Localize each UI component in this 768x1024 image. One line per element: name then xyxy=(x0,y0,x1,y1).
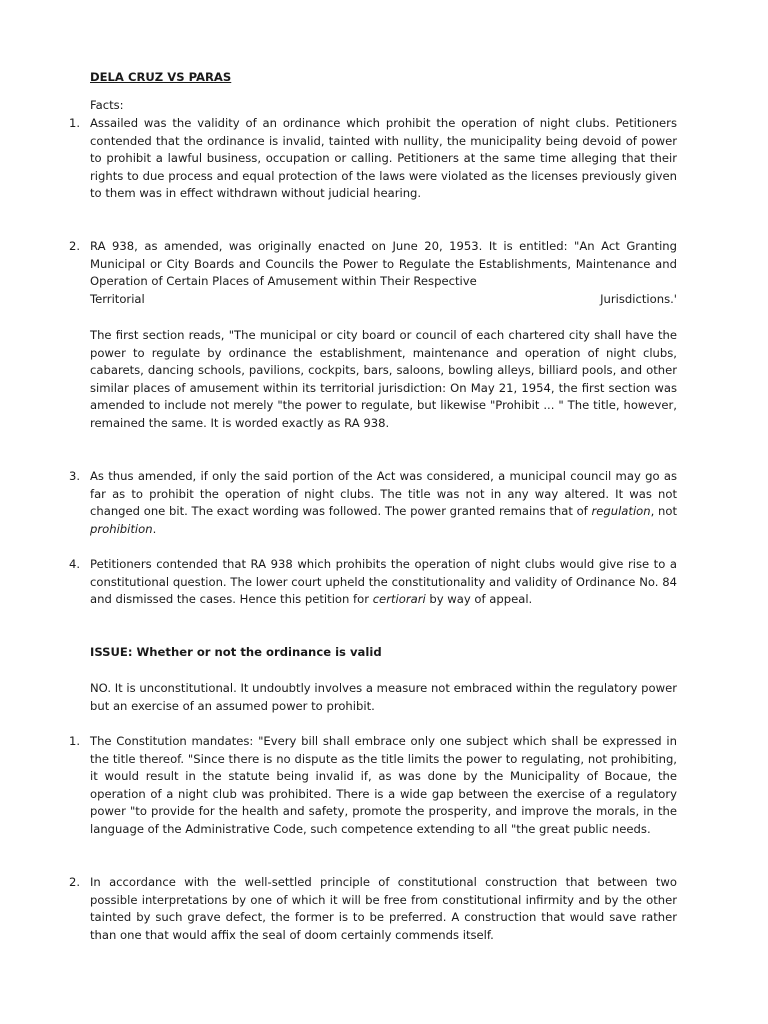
fact-text: Petitioners contended that RA 938 which prohibits the operation of night clubs would give rise to a constitutional question. The lower court upheld the constitutionality and validity of Ordinance No. 84 and dismissed the cases. Hence this petition for xyxy=(90,557,677,607)
fact-number: 3. xyxy=(69,469,81,483)
fact-text: , not xyxy=(650,504,677,519)
fact-text-last-line xyxy=(90,291,677,309)
italic-term: regulation xyxy=(591,504,651,519)
fact-text: Assailed was the validity of an ordinance which prohibit the operation of night clubs. Petitioners contended that the ordinance is invalid, tainted with nullity, the municipality being devoid of power to prohibit a lawful business, occupation or calling. Petitioners at the same time alleging that their rights to due process and equal protection of the laws were violated as the licenses previously given to them was in effect withdrawn without judicial hearing. xyxy=(90,116,677,201)
fact-item-3 xyxy=(69,468,677,538)
ruling-text: The Constitution mandates: "Every bill shall embrace only one subject which shall be expressed in the title thereof. "Since there is no dispute as the title limits the power to regulating, not prohibiting, it would result in the statute being invalid if, as was done by the Municipality of Bocaue, the operation of a night club was prohibited. There is a wide gap between the exercise of a regulatory power "to provide for the health and safety, promote the prosperity, and improve the morals, in the language of the Administrative Code, such competence extending to all "the great public needs. xyxy=(90,734,677,836)
fact-text: . xyxy=(152,521,157,536)
ruling-number: 1. xyxy=(69,734,81,748)
fact-item-4 xyxy=(69,556,677,609)
italic-term: certiorari xyxy=(372,592,426,607)
document-title: DELA CRUZ VS PARAS xyxy=(90,70,232,84)
fact-item-2 xyxy=(69,238,677,308)
ruling-text: In accordance with the well-settled principle of constitutional construction that between two possible interpretations by one of which it will be free from constitutional infirmity and by the other tainted by such grave defect, the former is to be preferred. A construction that would save rather than one that would affix the seal of doom certainly commends itself. xyxy=(90,875,677,942)
fact-number: 2. xyxy=(69,239,81,253)
fact-number: 4. xyxy=(69,557,81,571)
fact-subparagraph: The first section reads, "The municipal or city board or council of each chartered city shall have the power to regulate by ordinance the establishment, maintenance and operation of night clubs, cabarets, dancing schools, pavilions, cockpits, bars, saloons, bowling alleys, billiard pools, and other similar places of amusement within its territorial jurisdiction: On May 21, 1954, the first section was amended to include not merely "the power to regulate, but likewise "Prohibit ... " The title, however, remained the same. It is worded exactly as RA 938. xyxy=(90,328,677,430)
facts-heading: Facts: xyxy=(90,98,124,112)
answer-paragraph: NO. It is unconstitutional. It undoubtly involves a measure not embraced within the regulatory power but an exercise of an assumed power to prohibit. xyxy=(90,681,677,713)
fact-text-last-left: Territorial xyxy=(90,291,145,306)
ruling-item-1 xyxy=(69,733,677,839)
ruling-number: 2. xyxy=(69,875,81,889)
ruling-item-2 xyxy=(69,874,677,944)
fact-text: As thus amended, if only the said portion of the Act was considered, a municipal council may go as far as to prohibit the operation of night clubs. The title was not in any way altered. It was not changed one bit. The exact wording was followed. The power granted remains that of xyxy=(90,469,677,519)
fact-text: RA 938, as amended, was originally enacted on June 20, 1953. It is entitled: "An Act Granting Municipal or City Boards and Councils the Power to Regulate the Establishments, Maintenance and Operation of Certain Places of Amusement within Their Respective xyxy=(90,239,677,289)
fact-item-1 xyxy=(69,115,677,203)
issue-heading: ISSUE: Whether or not the ordinance is valid xyxy=(90,645,382,659)
fact-number: 1. xyxy=(69,116,81,130)
fact-text-last-right: Jurisdictions.' xyxy=(600,291,677,306)
fact-text: by way of appeal. xyxy=(425,592,533,607)
italic-term: prohibition xyxy=(90,521,153,536)
